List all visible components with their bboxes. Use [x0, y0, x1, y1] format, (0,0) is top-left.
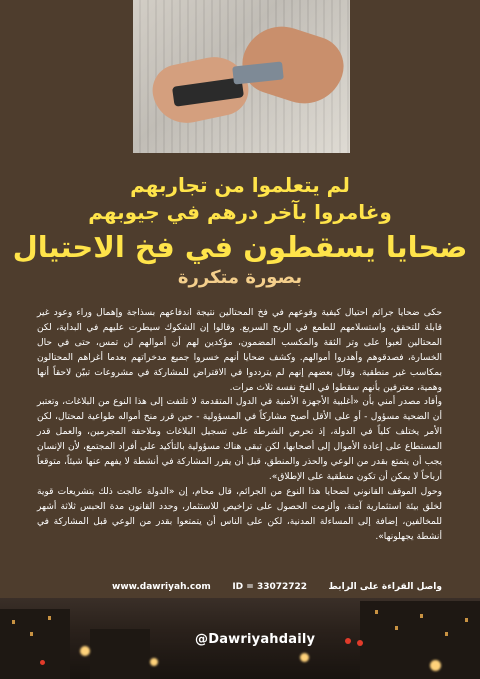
read-more-bar [112, 580, 442, 594]
article-title: ضحايا يسقطون في فخ الاحتيال [12, 230, 468, 264]
article-paragraph-1: حكى ضحايا جرائم احتيال كيفية وقوعهم في فخ المحتالين نتيجة اندفاعهم بسذاجة وإهمال وراء وعود غير قابلة للتحقق، واستسلامهم للطمع في الربح السريع. وقالوا إن الشكوك سيطرت عليهم في البداية، لكن المحتالين لعبوا على وتر الثقة والمكسب المضمون، مؤكدين لهم أن أموالهم لن تمس، حتى في حال الخسارة، فصدقوهم وأهدروا أموالهم. وكشف ضحايا أنهم خسروا جميع مدخراتهم بعدما أغراهم المحتالون بمكاسب غير منطقية. وقال بعضهم إنهم لم يترددوا في الاقتراض للمشاركة في مشروعات تبيّن لاحقاً أنها وهمية، معترفين بأنهم سقطوا في الفخ نفسه ثلاث مرات. [37, 308, 442, 393]
article-body [37, 306, 442, 545]
read-more-label: واصل القراءة على الرابط [328, 582, 442, 592]
website-link[interactable]: www.dawriyah.com [112, 582, 211, 592]
hero-photo-hands-phone-card [133, 0, 350, 153]
headline-line2: وغامروا بآخر درهم في جيوبهم [88, 200, 392, 224]
article-paragraph-2: وأفاد مصدر أمني بأن «أغلبية الأجهزة الأمنية في الدول المتقدمة لا تلتفت إلى هذا النوع من البلاغات، وتعتبر أن الضحية مسؤول - أو على الأقل أصبح مشاركاً في المسؤولية - حين قرر منح أمواله طواعية لمحتال، لكن الأمر يختلف كلياً في الدولة، إذ تحرص الشرطة على تسجيل البلاغات وملاحقة المجرمين، والعمل قدر المستطاع على إعادة الأموال إلى أصحابها، لكن تبقى هناك مسؤولية بالتأكيد على أفراد المجتمع، لأن الإنسان يجب أن يتمتع بقدر من الوعي والحذر والمنطق، قبل أن يقرر المشاركة في أنشطة لا يفهم عنها شيئاً، متوقعاً أرباحاً لا يمكن أن تكون منطقية على الإطلاق». [37, 397, 442, 482]
social-handle: @Dawriyahdaily [195, 632, 316, 647]
article-id: ID = 33072722 [232, 582, 308, 592]
article-subtitle: بصورة متكررة [177, 267, 303, 288]
article-paragraph-3: وحول الموقف القانوني لضحايا هذا النوع من الجرائم، قال محام، إن «الدولة عالجت ذلك بتشريعات قوية لخلق بيئة استثمارية آمنة، وألزمت الحصول على تراخيص للاستثمار، وحدد القانون مدة الحبس ثلاثة أشهر للمخالفين، إضافة إلى المساءلة المدنية، لكن على الناس أن يتمتعوا بقدر من الوعي قبل المشاركة في أنشطة يجهلونها». [37, 486, 442, 542]
headline-line1: لم يتعلموا من تجاربهم [130, 173, 350, 197]
